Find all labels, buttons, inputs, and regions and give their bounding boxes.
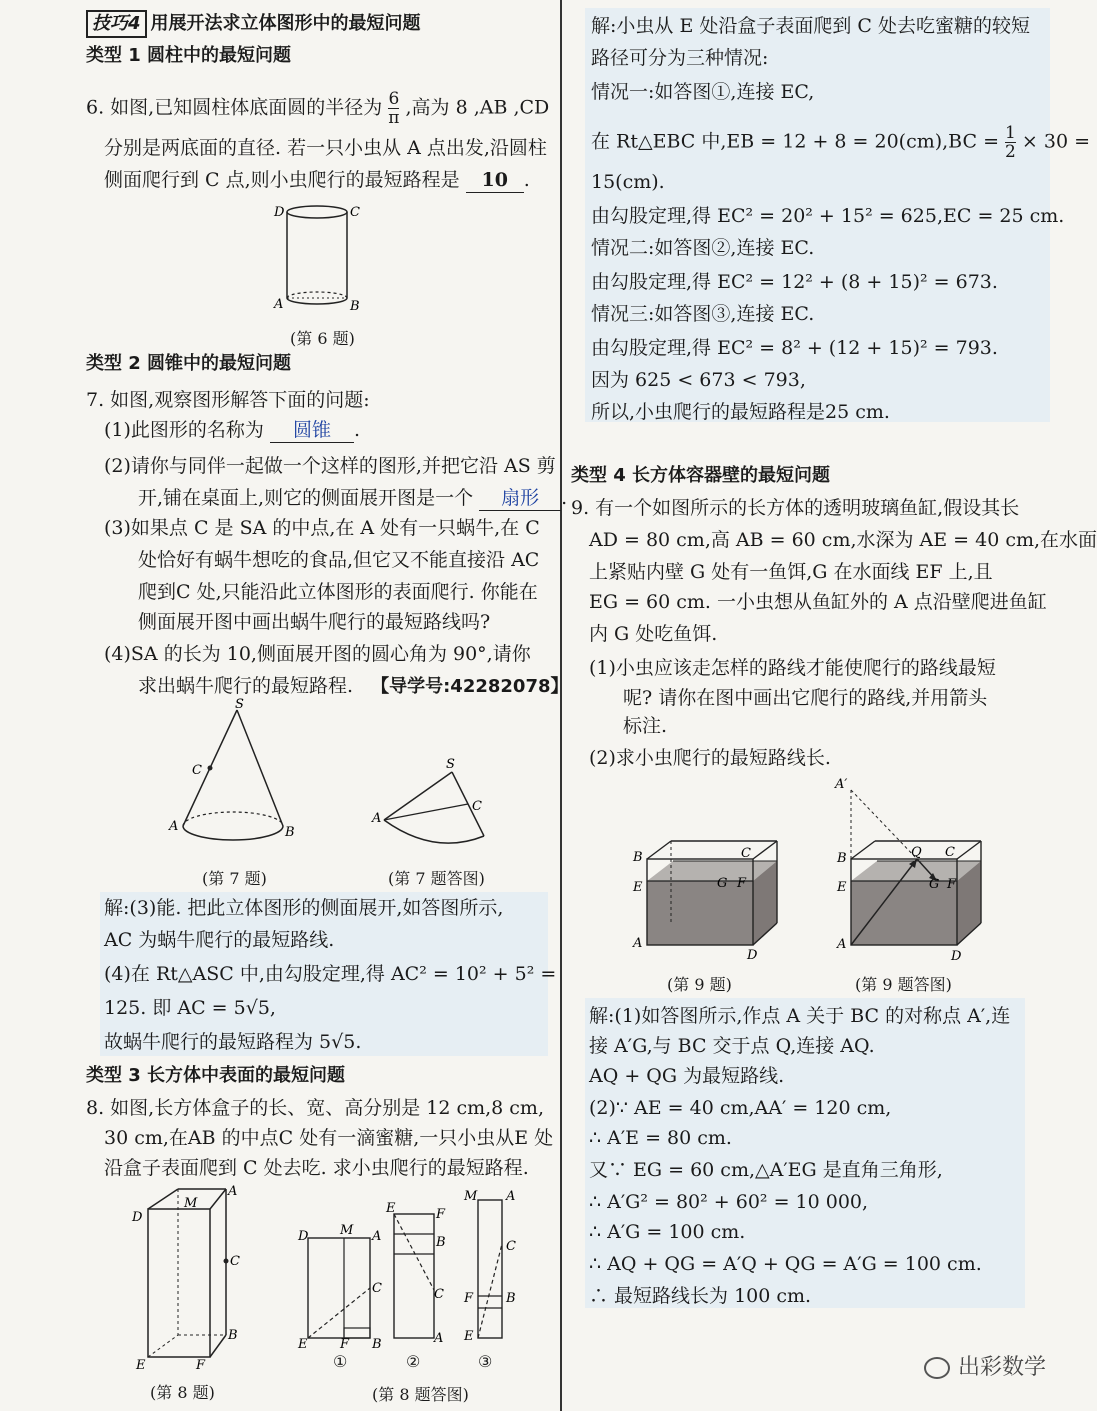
fig8a3-label-b: B <box>506 1291 516 1306</box>
fig8a-num3: ③ <box>478 1352 493 1371</box>
q9-line7: 呢? 请你在图中画出它爬行的路线,并用箭头 <box>623 687 988 709</box>
q7-part3c: 爬到C 处,只能沿此立体图形的表面爬行. 你能在 <box>138 581 538 603</box>
q6-frac-den: π <box>388 108 400 128</box>
s8-line1: 解:小虫从 E 处沿盒子表面爬到 C 处去吃蜜糖的较短 <box>591 15 1030 37</box>
skill-tag: 技巧4 <box>86 10 147 38</box>
q9-line6: (1)小虫应该走怎样的路线才能使爬行的路线最短 <box>589 657 996 679</box>
fig7a-label-s: S <box>446 757 455 772</box>
fig8a1-label-m: M <box>340 1223 354 1238</box>
fig8-label-f: F <box>196 1358 206 1373</box>
s9-line7: ∴ A′G² = 80² + 60² = 10 000, <box>589 1191 869 1213</box>
fig8-box <box>130 1184 250 1373</box>
fig6-caption: (第 6 题) <box>290 329 355 348</box>
s9-line8: ∴ A′G = 100 cm. <box>589 1221 746 1243</box>
q7-part3a: (3)如果点 C 是 SA 的中点,在 A 处有一只蜗牛,在 C <box>104 517 540 539</box>
q7-part3b: 处恰好有蜗牛想吃的食品,但它又不能直接沿 AC <box>138 549 540 571</box>
fig7-label-c: C <box>192 763 202 778</box>
fig7-answer-sector <box>372 758 502 858</box>
q7-part2-blank <box>479 486 561 511</box>
type3-heading: 类型 3 长方体中表面的最短问题 <box>86 1065 346 1086</box>
s8-frac-den: 2 <box>1005 142 1016 162</box>
q7-part1-blank <box>270 418 354 443</box>
type2-heading: 类型 2 圆锥中的最短问题 <box>86 353 292 374</box>
fig8a3-label-c: C <box>506 1239 516 1254</box>
fig8-answer-caption: (第 8 题答图) <box>372 1385 469 1404</box>
sol7-line3: (4)在 Rt△ASC 中,由勾股定理,得 AC² = 10² + 5² = <box>104 963 557 985</box>
q9-line5: 内 G 处吃鱼饵. <box>589 623 718 645</box>
q6-text-b: ,高为 8 ,AB ,CD <box>405 96 550 119</box>
type4-heading: 类型 4 长方体容器壁的最短问题 <box>571 465 831 486</box>
q7-part1-answer: 圆锥 <box>292 419 331 441</box>
q7-part1: (1)此图形的名称为 圆锥 . <box>104 419 361 441</box>
q7-part2a: (2)请你与同伴一起做一个这样的图形,并把它沿 AS 剪 <box>104 455 556 477</box>
fig8a2-label-b: B <box>436 1235 446 1250</box>
q6-frac-num: 6 <box>388 89 400 109</box>
q7-part2b: 开,铺在桌面上,则它的侧面展开图是一个 扇形 . <box>138 487 568 509</box>
watermark <box>924 1350 1046 1381</box>
fig9-label-a: A <box>633 936 643 951</box>
fig8a1-label-c: C <box>372 1281 382 1296</box>
q7-part3d: 侧面展开图中画出蜗牛爬行的最短路线吗? <box>138 611 491 633</box>
fig7-label-b: B <box>285 825 295 840</box>
s8-line8: 由勾股定理,得 EC² = 12² + (8 + 15)² = 673. <box>591 271 998 293</box>
fig8a1-label-a: A <box>372 1229 382 1244</box>
fig9-label-c: C <box>741 846 751 861</box>
fig8-label-a: A <box>228 1184 238 1199</box>
q7-line1: 7. 如图,观察图形解答下面的问题: <box>86 389 370 411</box>
column-divider <box>560 0 562 1411</box>
q6-answer-blank <box>466 168 524 193</box>
fig8a3-label-m: M <box>464 1189 478 1204</box>
fig9-answer-tank <box>831 776 1001 966</box>
fig8a-num1: ① <box>333 1352 348 1371</box>
fig9a-label-g: G <box>929 877 940 892</box>
fig8a1-label-f: F <box>340 1337 350 1352</box>
type1-heading: 类型 1 圆柱中的最短问题 <box>86 45 292 66</box>
q7-part4a: (4)SA 的长为 10,侧面展开图的圆心角为 90°,请你 <box>104 643 531 665</box>
q9-line1: 9. 有一个如图所示的长方体的透明玻璃鱼缸,假设其长 <box>571 497 1020 519</box>
q9-line3: 上紧贴内壁 G 处有一鱼饵,G 在水面线 EF 上,且 <box>589 561 993 583</box>
fig9-tank <box>627 835 787 965</box>
s8-line10: 由勾股定理,得 EC² = 8² + (12 + 15)² = 793. <box>591 337 998 359</box>
s8-line11: 因为 625 < 673 < 793, <box>591 369 806 391</box>
fig6-label-c: C <box>350 205 360 220</box>
sol7-line2: AC 为蜗牛爬行的最短路线. <box>104 929 335 951</box>
fig8a2-label-e: E <box>386 1201 396 1216</box>
fig8a2-label-f: F <box>436 1207 446 1222</box>
s8-frac-num: 1 <box>1005 123 1016 143</box>
fig8a2-label-a: A <box>434 1331 444 1346</box>
fig7-label-a: A <box>169 819 179 834</box>
fig8a3-label-a: A <box>506 1189 516 1204</box>
fig8-answer-net-2 <box>384 1200 454 1350</box>
q6-fraction <box>388 90 399 127</box>
fig6-label-d: D <box>274 205 285 220</box>
fig8a2-label-c: C <box>434 1287 444 1302</box>
right-column <box>565 0 1097 1411</box>
s8-fraction <box>1005 124 1016 161</box>
fig7-answer-caption: (第 7 题答图) <box>388 869 485 888</box>
fig7-caption: (第 7 题) <box>202 869 267 888</box>
s9-line9: ∴ AQ + QG = A′Q + QG = A′G = 100 cm. <box>589 1253 982 1275</box>
fig9-label-g: G <box>717 876 728 891</box>
q6-answer: 10 <box>481 169 508 191</box>
fig9a-label-ap: A′ <box>835 777 848 792</box>
fig8-label-c: C <box>230 1254 240 1269</box>
q7-part2-answer: 扇形 <box>501 487 540 509</box>
wechat-icon <box>924 1357 950 1379</box>
q6-line2: 分别是两底面的直径. 若一只小虫从 A 点出发,沿圆柱 <box>104 137 547 159</box>
q6-line1 <box>86 90 549 127</box>
q7-part1-text: (1)此图形的名称为 <box>104 419 264 441</box>
s9-line3: AQ + QG 为最短路线. <box>589 1065 785 1087</box>
watermark-text: 出彩数学 <box>957 1355 1046 1380</box>
q7-guide-number: 【导学号:42282078】 <box>371 676 569 697</box>
fig8a1-label-e: E <box>298 1337 308 1352</box>
fig9-label-b: B <box>633 850 643 865</box>
fig9a-label-c: C <box>945 845 955 860</box>
q7-part4b <box>138 674 569 699</box>
fig8a3-label-f: F <box>464 1291 474 1306</box>
q6-dot: . <box>523 169 530 191</box>
sol7-line1: 解:(3)能. 把此立体图形的侧面展开,如答图所示, <box>104 897 504 919</box>
q8-line3: 沿盒子表面爬到 C 处去吃. 求小虫爬行的最短路程. <box>104 1157 529 1179</box>
s8-line12: 所以,小虫爬行的最短路程是25 cm. <box>591 401 890 423</box>
s8-line2: 路径可分为三种情况: <box>591 47 769 69</box>
fig9a-label-d: D <box>951 949 962 964</box>
q9-line9: (2)求小虫爬行的最短路线长. <box>589 747 831 769</box>
q9-line4: EG = 60 cm. 一小虫想从鱼缸外的 A 点沿壁爬进鱼缸 <box>589 591 1047 613</box>
skill-title: 用展开法求立体图形中的最短问题 <box>150 13 421 34</box>
fig9a-label-q: Q <box>911 845 922 860</box>
fig7-cone <box>165 697 305 850</box>
s8-line6: 由勾股定理,得 EC² = 20² + 15² = 625,EC = 25 cm. <box>591 205 1065 227</box>
q9-line8: 标注. <box>623 715 668 737</box>
sol7-line5: 故蜗牛爬行的最短路程为 5√5. <box>104 1031 362 1053</box>
q8-line2: 30 cm,在AB 的中点C 处有一滴蜜糖,一只小虫从E 处 <box>104 1127 554 1149</box>
s9-line5: ∴ A′E = 80 cm. <box>589 1127 732 1149</box>
fig9a-label-e: E <box>837 880 847 895</box>
fig9-label-d: D <box>747 948 758 963</box>
s8-line4-text-b: × 30 = <box>1021 130 1091 153</box>
fig6-label-a: A <box>274 297 284 312</box>
fig9a-label-b: B <box>837 851 847 866</box>
s9-line4: (2)∵ AE = 40 cm,AA′ = 120 cm, <box>589 1097 892 1119</box>
q6-line3 <box>104 168 530 193</box>
s8-line7: 情况二:如答图②,连接 EC. <box>591 237 815 259</box>
q6-text-a: 6. 如图,已知圆柱体底面圆的半径为 <box>86 96 383 119</box>
fig6-cylinder <box>270 198 370 318</box>
fig9a-label-a: A <box>837 937 847 952</box>
q7-part4b-text: 求出蜗牛爬行的最短路程. <box>138 675 354 697</box>
s9-line10: ∴ 最短路线长为 100 cm. <box>589 1285 812 1307</box>
fig8-caption: (第 8 题) <box>150 1383 215 1402</box>
q8-line1: 8. 如图,长方体盒子的长、宽、高分别是 12 cm,8 cm, <box>86 1097 544 1119</box>
q7-part2b-text: 开,铺在桌面上,则它的侧面展开图是一个 <box>138 487 474 509</box>
fig9a-label-f: F <box>947 877 957 892</box>
q6-text-c: 侧面爬行到 C 点,则小虫爬行的最短路程是 <box>104 169 460 191</box>
s8-line4 <box>591 124 1090 161</box>
fig8a-num2: ② <box>406 1352 421 1371</box>
fig8-label-b: B <box>228 1328 238 1343</box>
fig8-label-m: M <box>184 1196 198 1211</box>
s8-line5: 15(cm). <box>591 171 665 193</box>
fig8a3-label-e: E <box>464 1329 474 1344</box>
fig9-answer-caption: (第 9 题答图) <box>855 975 952 994</box>
s8-line3: 情况一:如答图①,连接 EC, <box>591 81 815 103</box>
skill-heading <box>86 10 421 38</box>
fig8-answer-net-3 <box>462 1188 532 1348</box>
fig7a-label-c: C <box>472 799 482 814</box>
s8-line9: 情况三:如答图③,连接 EC. <box>591 303 815 325</box>
fig9-caption: (第 9 题) <box>667 975 732 994</box>
fig9-label-f: F <box>737 876 747 891</box>
fig7-label-s: S <box>235 697 244 712</box>
fig7a-label-a: A <box>372 811 382 826</box>
fig8-label-d: D <box>132 1210 143 1225</box>
s9-line2: 接 A′G,与 BC 交于点 Q,连接 AQ. <box>589 1035 875 1057</box>
s9-line6: 又∵ EG = 60 cm,△A′EG 是直角三角形, <box>589 1159 943 1181</box>
fig8-answer-net-1 <box>294 1222 384 1352</box>
fig9-label-e: E <box>633 880 643 895</box>
q9-line2: AD = 80 cm,高 AB = 60 cm,水深为 AE = 40 cm,在水面 <box>589 529 1097 551</box>
fig8-label-e: E <box>136 1358 146 1373</box>
fig6-label-b: B <box>350 299 360 314</box>
fig8a1-label-d: D <box>298 1229 309 1244</box>
s8-line4-text-a: 在 Rt△EBC 中,EB = 12 + 8 = 20(cm),BC = <box>591 130 999 153</box>
sol7-line4: 125. 即 AC = 5√5, <box>104 997 276 1019</box>
s9-line1: 解:(1)如答图所示,作点 A 关于 BC 的对称点 A′,连 <box>589 1005 1011 1027</box>
fig8a1-label-b: B <box>372 1337 382 1352</box>
